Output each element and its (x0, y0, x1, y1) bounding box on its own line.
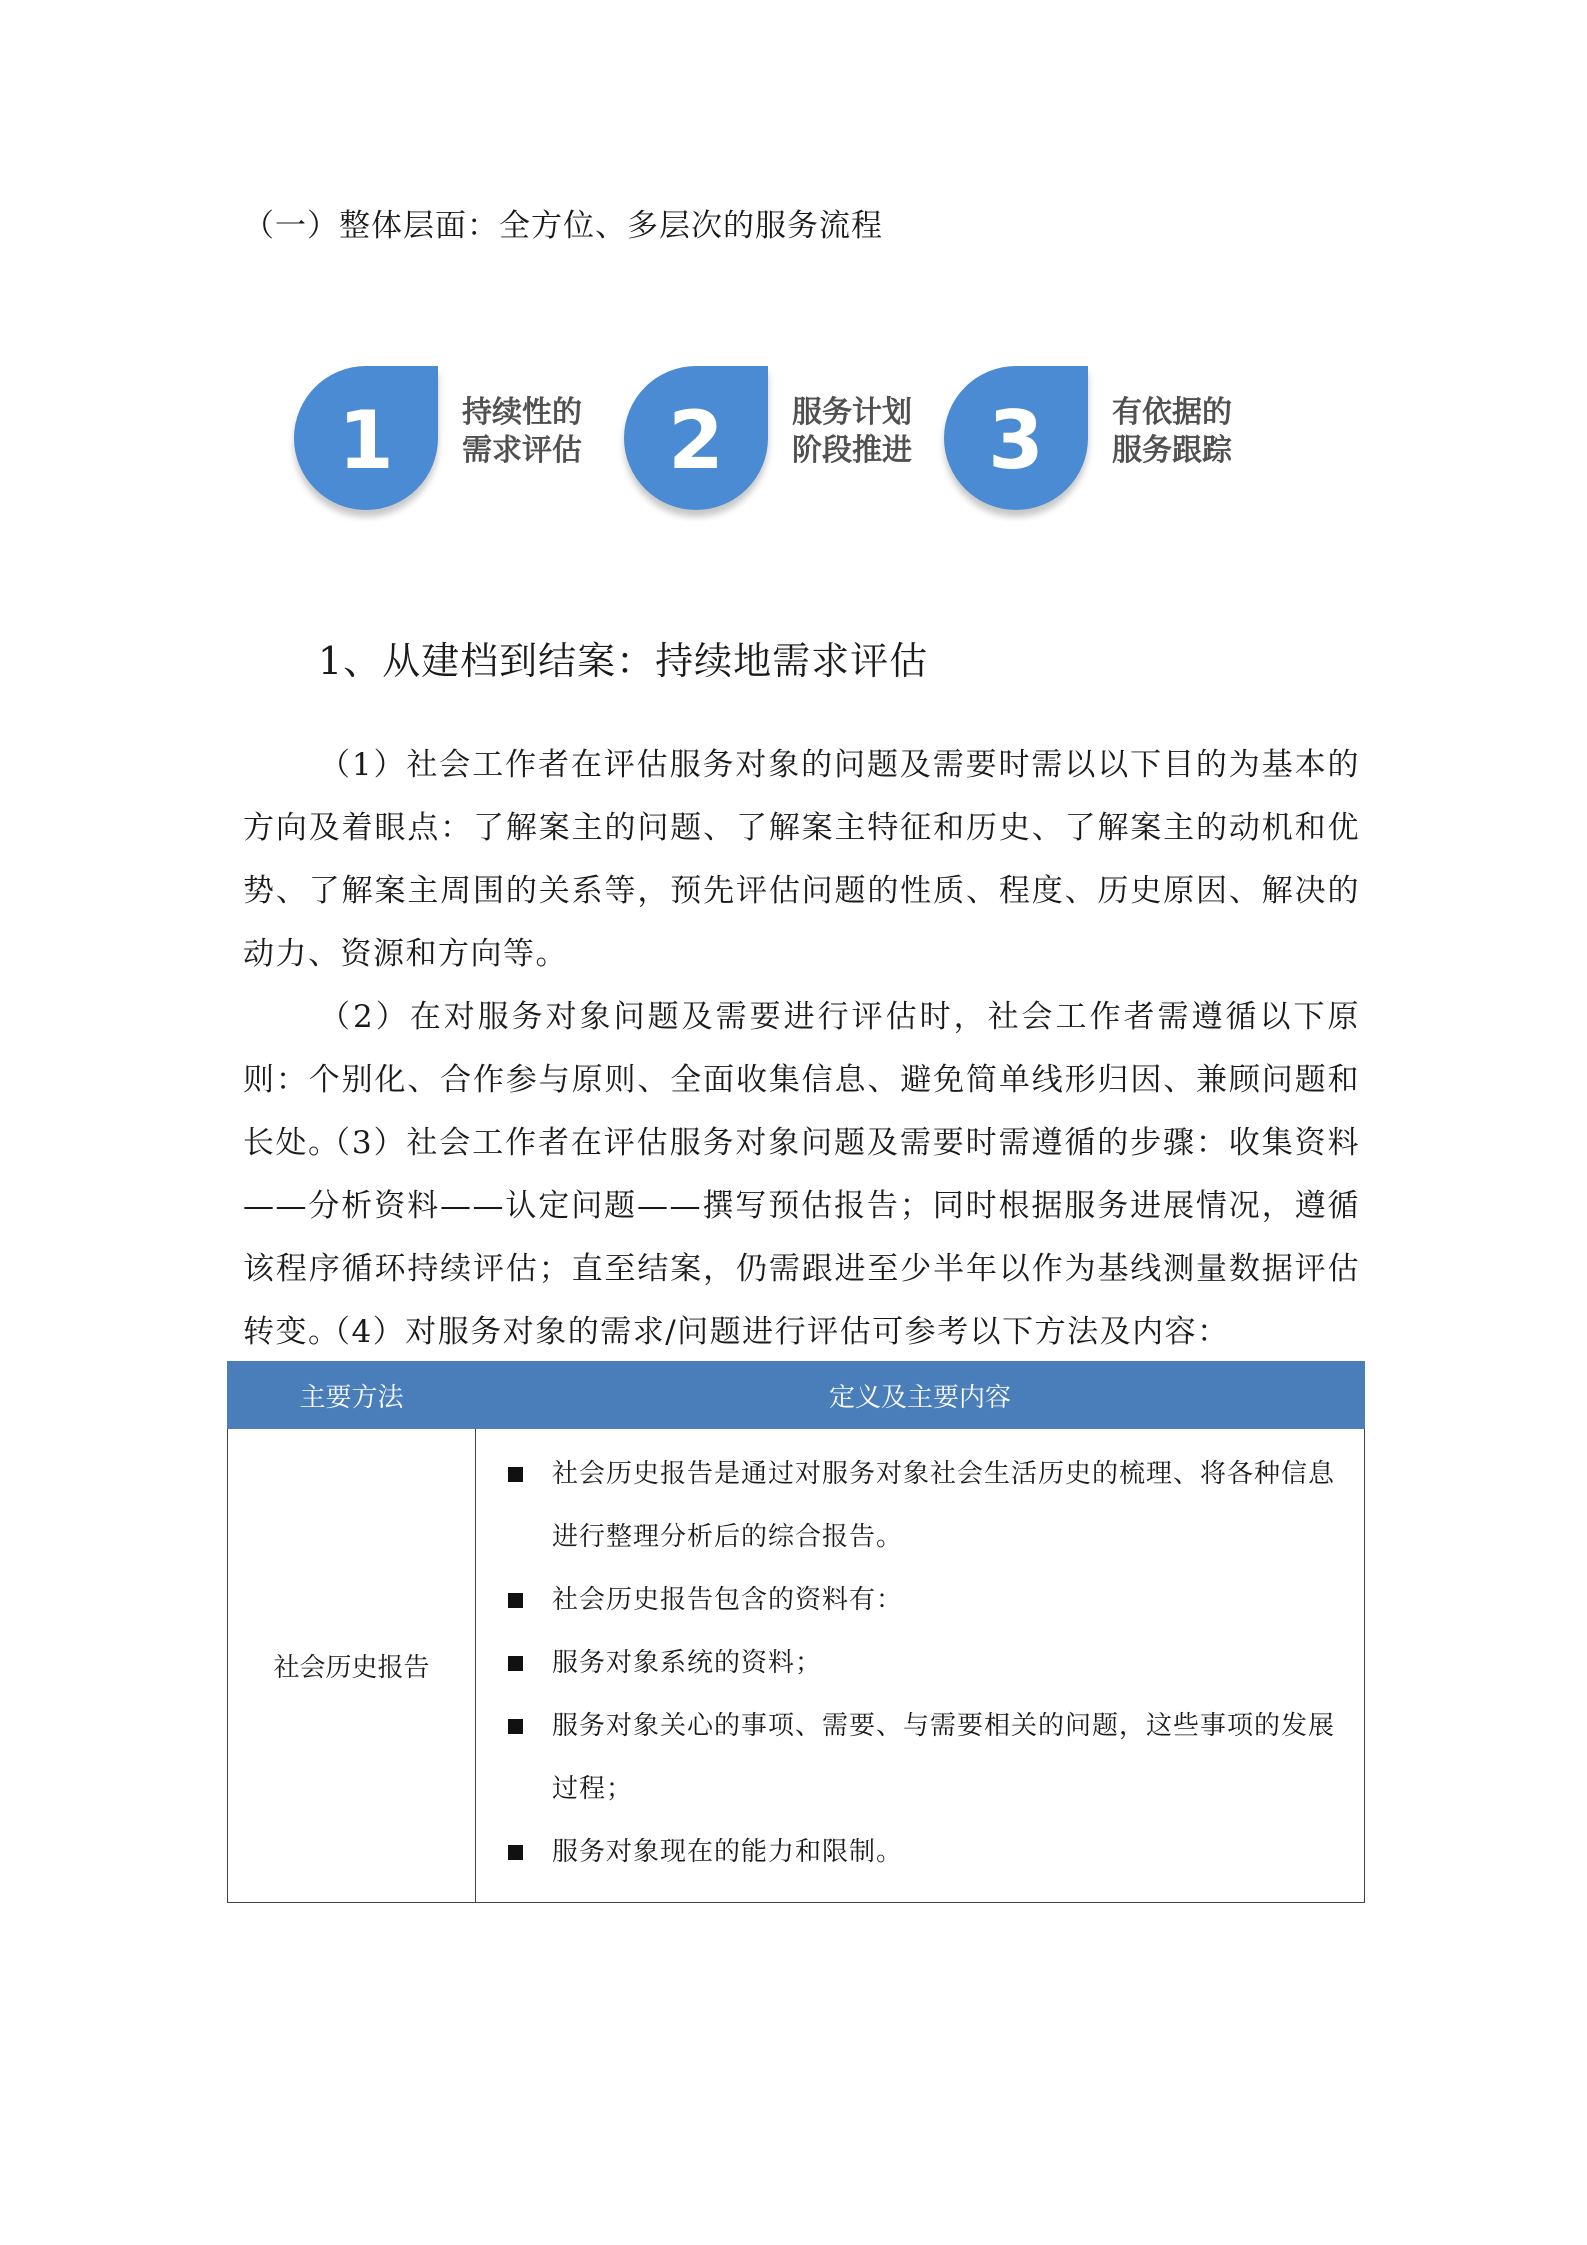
list-item (490, 1569, 1350, 1632)
paragraph-3: （3）社会工作者在评估服务对象问题及需要时需遵循的步骤：收集资料——分析资料——认定问题——撰写预估报告；同时根据服务进展情况，遵循该程序循环持续评估；直至结案，仍需跟进至少半年以作为基线测量数据评估转变。 (243, 1125, 1360, 1350)
square-bullet-icon (508, 1719, 523, 1734)
square-bullet-icon (508, 1467, 523, 1482)
step-2-label-line2: 阶段推进 (792, 433, 912, 468)
step-3-label-line2: 服务跟踪 (1112, 433, 1232, 468)
list-item-text: 服务对象现在的能力和限制。 (552, 1837, 904, 1867)
square-bullet-icon (508, 1593, 523, 1608)
list-item (490, 1632, 1350, 1695)
step-2-label-line1: 服务计划 (792, 395, 912, 430)
step-1 (290, 362, 610, 522)
step-1-label-line1: 持续性的 (462, 395, 582, 430)
step-3-label (1112, 394, 1262, 470)
step-2-number: 2 (668, 393, 724, 487)
list-item (490, 1821, 1350, 1884)
list-item (490, 1443, 1350, 1569)
definition-cell (476, 1429, 1365, 1903)
square-bullet-icon (508, 1656, 523, 1671)
header-method: 主要方法 (228, 1362, 476, 1429)
step-3-number: 3 (988, 393, 1044, 487)
step-1-label (462, 394, 612, 470)
methods-table (227, 1361, 1365, 1903)
list-item-text: 服务对象关心的事项、需要、与需要相关的问题，这些事项的发展过程； (552, 1711, 1336, 1804)
step-1-number: 1 (338, 393, 394, 487)
paragraph-4: （4）对服务对象的需求/问题进行评估可参考以下方法及内容： (319, 1314, 1230, 1350)
section-heading: （一）整体层面：全方位、多层次的服务流程 (243, 208, 883, 244)
paragraph-1: （1）社会工作者在评估服务对象的问题及需要时需以以下目的为基本的方向及着眼点：了解案主的问题、了解案主特征和历史、了解案主的动机和优势、了解案主周围的关系等，预先评估问题的性质、程度、历史原因、解决的动力、资源和方向等。 (243, 747, 1360, 972)
paragraph-2: （2）在对服务对象问题及需要进行评估时，社会工作者需遵循以下原则：个别化、合作参与原则、全面收集信息、避免简单线形归因、兼顾问题和长处。 (243, 999, 1360, 1161)
subheading: 1、从建档到结案：持续地需求评估 (318, 639, 929, 683)
process-steps (290, 362, 1270, 522)
square-bullet-icon (508, 1845, 523, 1860)
table-row (228, 1429, 1365, 1903)
method-cell: 社会历史报告 (228, 1429, 476, 1903)
table-header-row (228, 1362, 1365, 1429)
list-item-text: 社会历史报告是通过对服务对象社会生活历史的梳理、将各种信息进行整理分析后的综合报告。 (552, 1459, 1336, 1552)
list-item-text: 服务对象系统的资料； (552, 1648, 823, 1678)
list-item (490, 1695, 1350, 1821)
step-2 (620, 362, 940, 522)
step-3 (940, 362, 1260, 522)
step-2-label (792, 394, 942, 470)
step-1-label-line2: 需求评估 (462, 433, 582, 468)
list-item-text: 社会历史报告包含的资料有： (552, 1585, 904, 1615)
header-definition: 定义及主要内容 (476, 1362, 1365, 1429)
step-3-label-line1: 有依据的 (1112, 395, 1232, 430)
